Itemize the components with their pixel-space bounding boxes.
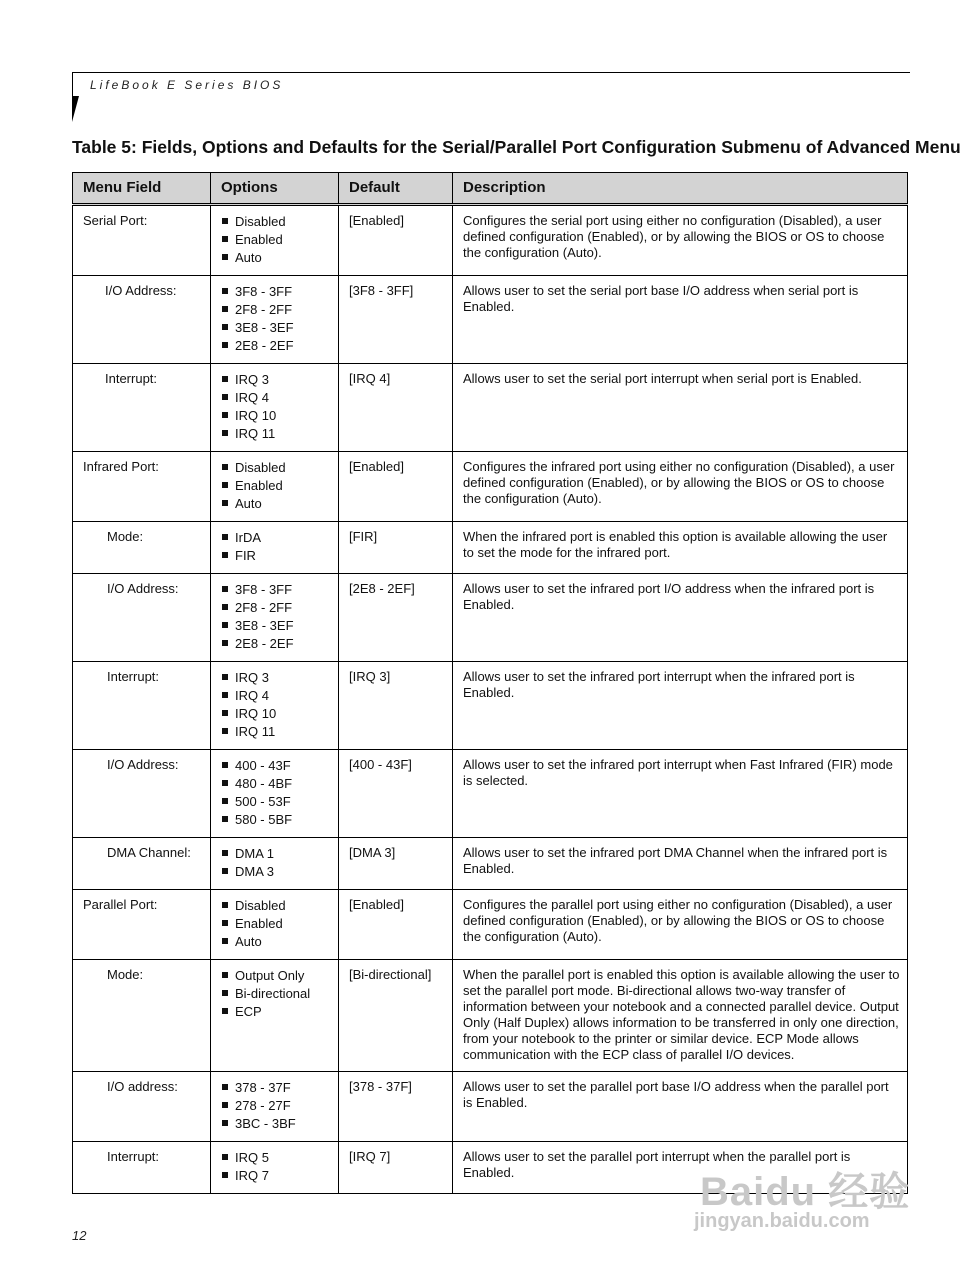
column-header-description: Description — [453, 173, 908, 205]
description: Allows user to set the infrared port interrupt when Fast Infrared (FIR) mode is selected. — [453, 750, 908, 838]
option-item: Auto — [221, 249, 332, 267]
menu-field: Mode: — [73, 960, 211, 1072]
option-item: IRQ 11 — [221, 425, 332, 443]
option-item: IRQ 10 — [221, 407, 332, 425]
option-item: 480 - 4BF — [221, 775, 332, 793]
menu-field: Mode: — [73, 522, 211, 574]
header-wedge-mark — [72, 96, 79, 122]
options-cell — [211, 960, 339, 1072]
options-cell — [211, 205, 339, 276]
default-value: [378 - 37F] — [339, 1072, 453, 1142]
option-item: DMA 1 — [221, 845, 332, 863]
header-rule — [72, 72, 910, 73]
running-head: LifeBook E Series BIOS — [90, 78, 284, 92]
menu-field: DMA Channel: — [73, 838, 211, 890]
table-row — [73, 662, 908, 750]
option-item: 2F8 - 2FF — [221, 301, 332, 319]
watermark-brand: Baidu 经验 — [700, 1170, 911, 1214]
table-row — [73, 890, 908, 960]
option-item: Disabled — [221, 459, 332, 477]
table-row — [73, 750, 908, 838]
column-header-menu-field: Menu Field — [73, 173, 211, 205]
options-list — [221, 897, 332, 951]
description: Allows user to set the infrared port interrupt when the infrared port is Enabled. — [453, 662, 908, 750]
menu-field: Interrupt: — [73, 662, 211, 750]
options-cell — [211, 574, 339, 662]
option-item: IRQ 4 — [221, 687, 332, 705]
option-item: IRQ 7 — [221, 1167, 332, 1185]
option-item: IrDA — [221, 529, 332, 547]
description: Configures the infrared port using either no configuration (Disabled), a user defined configuration (Enabled), or by allowing the BIOS or OS to choose the configuration (Auto). — [453, 452, 908, 522]
options-cell — [211, 890, 339, 960]
option-item: Enabled — [221, 915, 332, 933]
option-item: Auto — [221, 495, 332, 513]
option-item: 378 - 37F — [221, 1079, 332, 1097]
option-item: 3BC - 3BF — [221, 1115, 332, 1133]
description: Allows user to set the infrared port DMA Channel when the infrared port is Enabled. — [453, 838, 908, 890]
table-row — [73, 364, 908, 452]
option-item: 3E8 - 3EF — [221, 617, 332, 635]
options-list — [221, 371, 332, 443]
options-list — [221, 757, 332, 829]
default-value: [3F8 - 3FF] — [339, 276, 453, 364]
description: Allows user to set the infrared port I/O address when the infrared port is Enabled. — [453, 574, 908, 662]
menu-field: Interrupt: — [73, 364, 211, 452]
option-item: Disabled — [221, 897, 332, 915]
option-item: 400 - 43F — [221, 757, 332, 775]
options-list — [221, 283, 332, 355]
option-item: 278 - 27F — [221, 1097, 332, 1115]
description: When the infrared port is enabled this option is available allowing the user to set the mode for the infrared port. — [453, 522, 908, 574]
column-header-default: Default — [339, 173, 453, 205]
options-list — [221, 459, 332, 513]
menu-field: Interrupt: — [73, 1142, 211, 1194]
table-row — [73, 522, 908, 574]
table-row — [73, 574, 908, 662]
option-item: ECP — [221, 1003, 332, 1021]
options-cell — [211, 1142, 339, 1194]
option-item: 2E8 - 2EF — [221, 337, 332, 355]
default-value: [IRQ 4] — [339, 364, 453, 452]
table-row — [73, 1142, 908, 1194]
options-list — [221, 1079, 332, 1133]
description: Configures the serial port using either no configuration (Disabled), a user defined configuration (Enabled), or by allowing the BIOS or OS to choose the configuration (Auto). — [453, 205, 908, 276]
option-item: Enabled — [221, 477, 332, 495]
menu-field: Infrared Port: — [73, 452, 211, 522]
option-item: IRQ 3 — [221, 669, 332, 687]
options-list — [221, 213, 332, 267]
option-item: Disabled — [221, 213, 332, 231]
options-list — [221, 967, 332, 1021]
options-cell — [211, 1072, 339, 1142]
description: Configures the parallel port using either no configuration (Disabled), a user defined configuration (Enabled), or by allowing the BIOS or OS to choose the configuration (Auto). — [453, 890, 908, 960]
menu-field: Serial Port: — [73, 205, 211, 276]
column-header-options: Options — [211, 173, 339, 205]
menu-field: I/O Address: — [73, 574, 211, 662]
options-list — [221, 1149, 332, 1185]
option-item: IRQ 4 — [221, 389, 332, 407]
options-list — [221, 669, 332, 741]
menu-field: I/O address: — [73, 1072, 211, 1142]
default-value: [2E8 - 2EF] — [339, 574, 453, 662]
options-list — [221, 845, 332, 881]
option-item: Bi-directional — [221, 985, 332, 1003]
option-item: Enabled — [221, 231, 332, 249]
menu-field: I/O Address: — [73, 750, 211, 838]
table-row — [73, 276, 908, 364]
watermark-site: jingyan.baidu.com — [694, 1210, 870, 1232]
option-item: IRQ 10 — [221, 705, 332, 723]
default-value: [DMA 3] — [339, 838, 453, 890]
menu-field: I/O Address: — [73, 276, 211, 364]
option-item: 2E8 - 2EF — [221, 635, 332, 653]
table-row — [73, 452, 908, 522]
default-value: [400 - 43F] — [339, 750, 453, 838]
options-cell — [211, 276, 339, 364]
default-value: [Enabled] — [339, 205, 453, 276]
description: Allows user to set the parallel port base I/O address when the parallel port is Enabled. — [453, 1072, 908, 1142]
default-value: [Bi-directional] — [339, 960, 453, 1072]
table-header-row — [73, 173, 908, 205]
table-title: Table 5: Fields, Options and Defaults for the Serial/Parallel Port Configuration Submenu of Advanced Menu — [72, 137, 961, 157]
options-cell — [211, 838, 339, 890]
table-row — [73, 1072, 908, 1142]
description: Allows user to set the parallel port interrupt when the parallel port is Enabled. — [453, 1142, 908, 1194]
option-item: Output Only — [221, 967, 332, 985]
option-item: IRQ 3 — [221, 371, 332, 389]
option-item: 3F8 - 3FF — [221, 581, 332, 599]
option-item: IRQ 11 — [221, 723, 332, 741]
description: Allows user to set the serial port base I/O address when serial port is Enabled. — [453, 276, 908, 364]
option-item: 3E8 - 3EF — [221, 319, 332, 337]
option-item: 580 - 5BF — [221, 811, 332, 829]
default-value: [IRQ 3] — [339, 662, 453, 750]
table-row — [73, 838, 908, 890]
options-cell — [211, 750, 339, 838]
description: When the parallel port is enabled this option is available allowing the user to set the parallel port mode. Bi-directional allows two-way transfer of information between your notebook and a connected parallel device. Output Only (Half Duplex) allows information to be transferred in only one direction, from your notebook to the printer or similar device. ECP Mode allows communication with the ECP class of parallel I/O devices. — [453, 960, 908, 1072]
default-value: [Enabled] — [339, 452, 453, 522]
options-cell — [211, 662, 339, 750]
option-item: FIR — [221, 547, 332, 565]
default-value: [IRQ 7] — [339, 1142, 453, 1194]
option-item: DMA 3 — [221, 863, 332, 881]
bios-options-table — [72, 172, 908, 1194]
option-item: IRQ 5 — [221, 1149, 332, 1167]
option-item: Auto — [221, 933, 332, 951]
options-list — [221, 529, 332, 565]
description: Allows user to set the serial port interrupt when serial port is Enabled. — [453, 364, 908, 452]
options-list — [221, 581, 332, 653]
option-item: 3F8 - 3FF — [221, 283, 332, 301]
options-cell — [211, 452, 339, 522]
table-row — [73, 960, 908, 1072]
table-row — [73, 205, 908, 276]
default-value: [FIR] — [339, 522, 453, 574]
options-cell — [211, 522, 339, 574]
option-item: 500 - 53F — [221, 793, 332, 811]
default-value: [Enabled] — [339, 890, 453, 960]
menu-field: Parallel Port: — [73, 890, 211, 960]
options-cell — [211, 364, 339, 452]
page-number: 12 — [72, 1228, 87, 1243]
option-item: 2F8 - 2FF — [221, 599, 332, 617]
